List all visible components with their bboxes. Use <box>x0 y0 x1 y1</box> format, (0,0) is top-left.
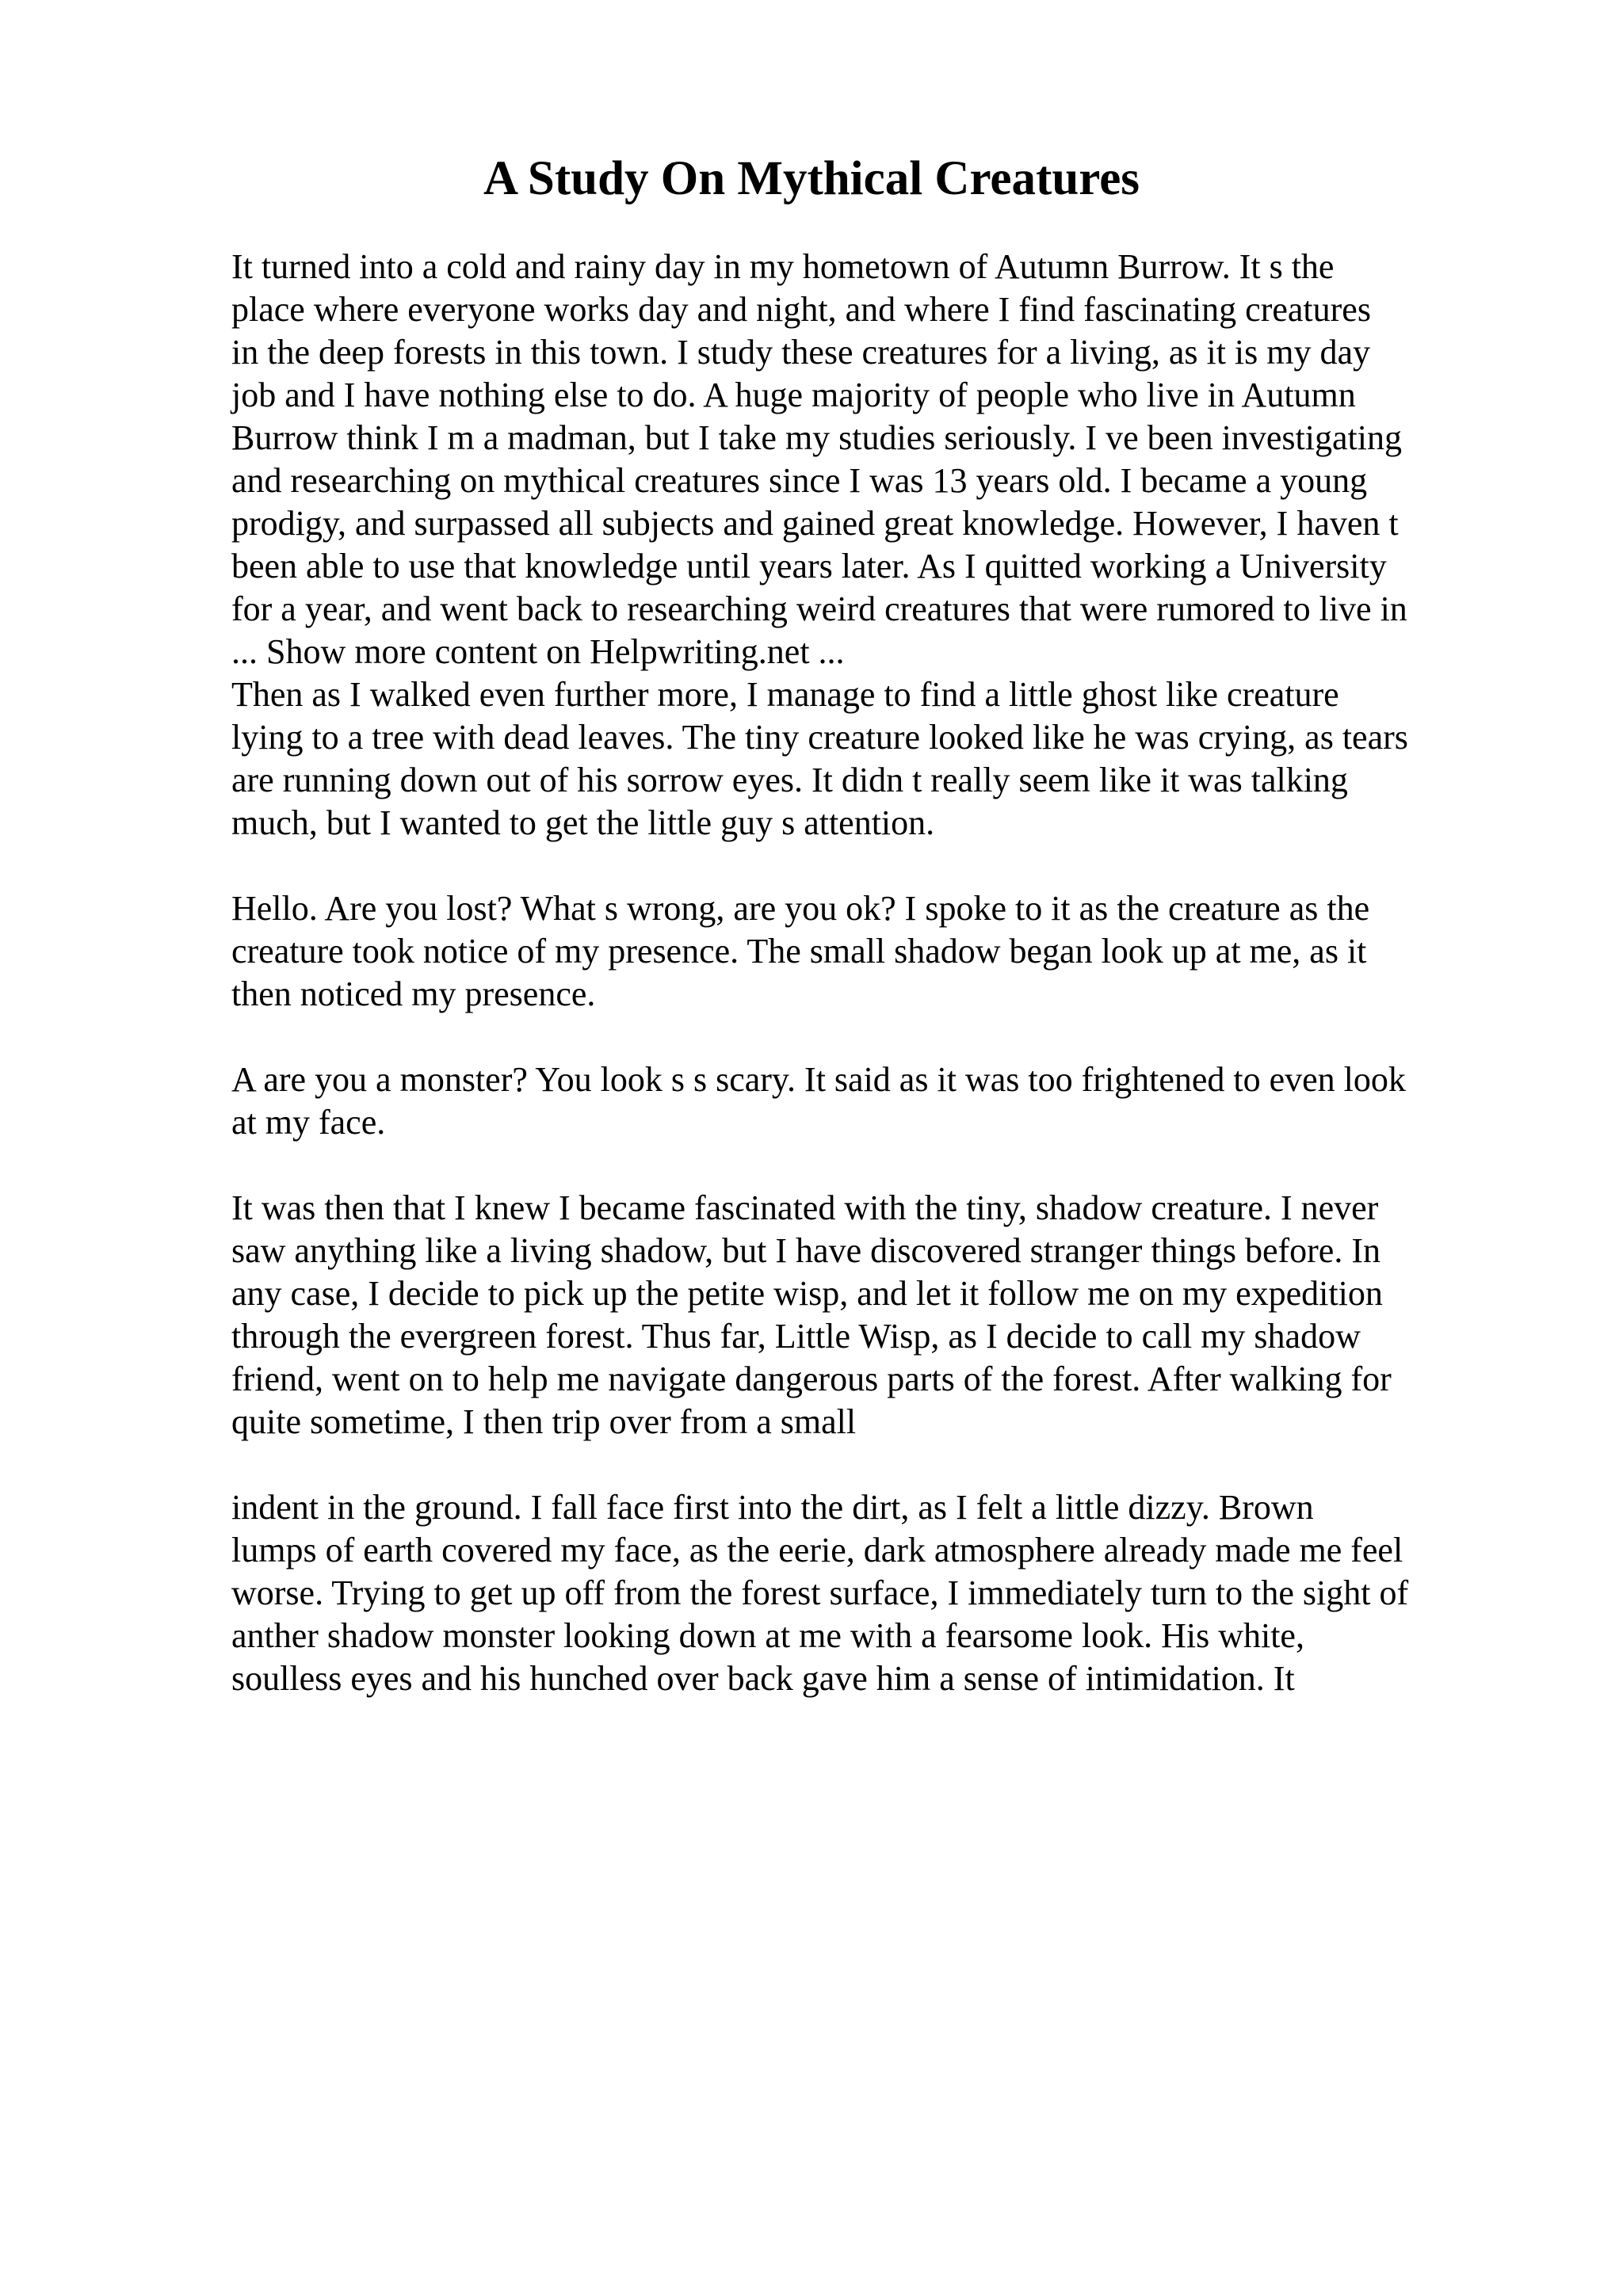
document-body <box>231 246 1499 1700</box>
text-line: It was then that I knew I became fascinated with the tiny, shadow creature. I never <box>231 1188 1379 1227</box>
text-line: and researching on mythical creatures since I was 13 years old. I became a young <box>231 461 1368 500</box>
text-line: any case, I decide to pick up the petite wisp, and let it follow me on my expedition <box>231 1274 1383 1313</box>
text-line: prodigy, and surpassed all subjects and gained great knowledge. However, I haven t <box>231 504 1399 543</box>
text-line: Then as I walked even further more, I manage to find a little ghost like creature <box>231 675 1339 714</box>
text-line: at my face. <box>231 1103 386 1142</box>
text-line: in the deep forests in this town. I study these creatures for a living, as it is my day <box>231 333 1371 372</box>
paragraph-break <box>231 1144 1499 1187</box>
text-line: then noticed my presence. <box>231 974 596 1013</box>
text-line: through the evergreen forest. Thus far, Little Wisp, as I decide to call my shadow <box>231 1317 1361 1356</box>
text-line: are running down out of his sorrow eyes. It didn t really seem like it was talking <box>231 761 1348 799</box>
text-line: ... Show more content on Helpwriting.net ... <box>231 632 845 671</box>
text-line: much, but I wanted to get the little guy s attention. <box>231 803 935 842</box>
text-line: saw anything like a living shadow, but I have discovered stranger things before. In <box>231 1231 1381 1270</box>
text-line: A are you a monster? You look s s scary. It said as it was too frightened to even look <box>231 1060 1406 1099</box>
text-line: for a year, and went back to researching weird creatures that were rumored to live in <box>231 589 1407 628</box>
text-line: indent in the ground. I fall face first into the dirt, as I felt a little dizzy. Brown <box>231 1488 1314 1527</box>
text-line: friend, went on to help me navigate dangerous parts of the forest. After walking for <box>231 1360 1392 1398</box>
text-line: place where everyone works day and night, and where I find fascinating creatures <box>231 290 1371 329</box>
paragraph-break <box>231 1444 1499 1486</box>
text-line: It turned into a cold and rainy day in my hometown of Autumn Burrow. It s the <box>231 247 1335 286</box>
text-line: lumps of earth covered my face, as the eerie, dark atmosphere already made me feel <box>231 1531 1403 1569</box>
paragraph-break <box>231 845 1499 887</box>
paragraph-break <box>231 1016 1499 1058</box>
text-line: Burrow think I m a madman, but I take my studies seriously. I ve been investigating <box>231 418 1402 457</box>
text-line: job and I have nothing else to do. A huge majority of people who live in Autumn <box>231 376 1356 414</box>
text-line: worse. Trying to get up off from the forest surface, I immediately turn to the sight of <box>231 1573 1409 1612</box>
text-line: lying to a tree with dead leaves. The tiny creature looked like he was crying, as tears <box>231 718 1408 757</box>
text-line: Hello. Are you lost? What s wrong, are you ok? I spoke to it as the creature as the <box>231 889 1370 928</box>
text-line: been able to use that knowledge until years later. As I quitted working a University <box>231 547 1387 585</box>
text-line: anther shadow monster looking down at me with a fearsome look. His white, <box>231 1616 1304 1655</box>
document-title: A Study On Mythical Creatures <box>483 152 1140 205</box>
text-line: creature took notice of my presence. The small shadow began look up at me, as it <box>231 932 1367 971</box>
text-line: quite sometime, I then trip over from a small <box>231 1402 857 1441</box>
text-line: soulless eyes and his hunched over back gave him a sense of intimidation. It <box>231 1659 1295 1698</box>
